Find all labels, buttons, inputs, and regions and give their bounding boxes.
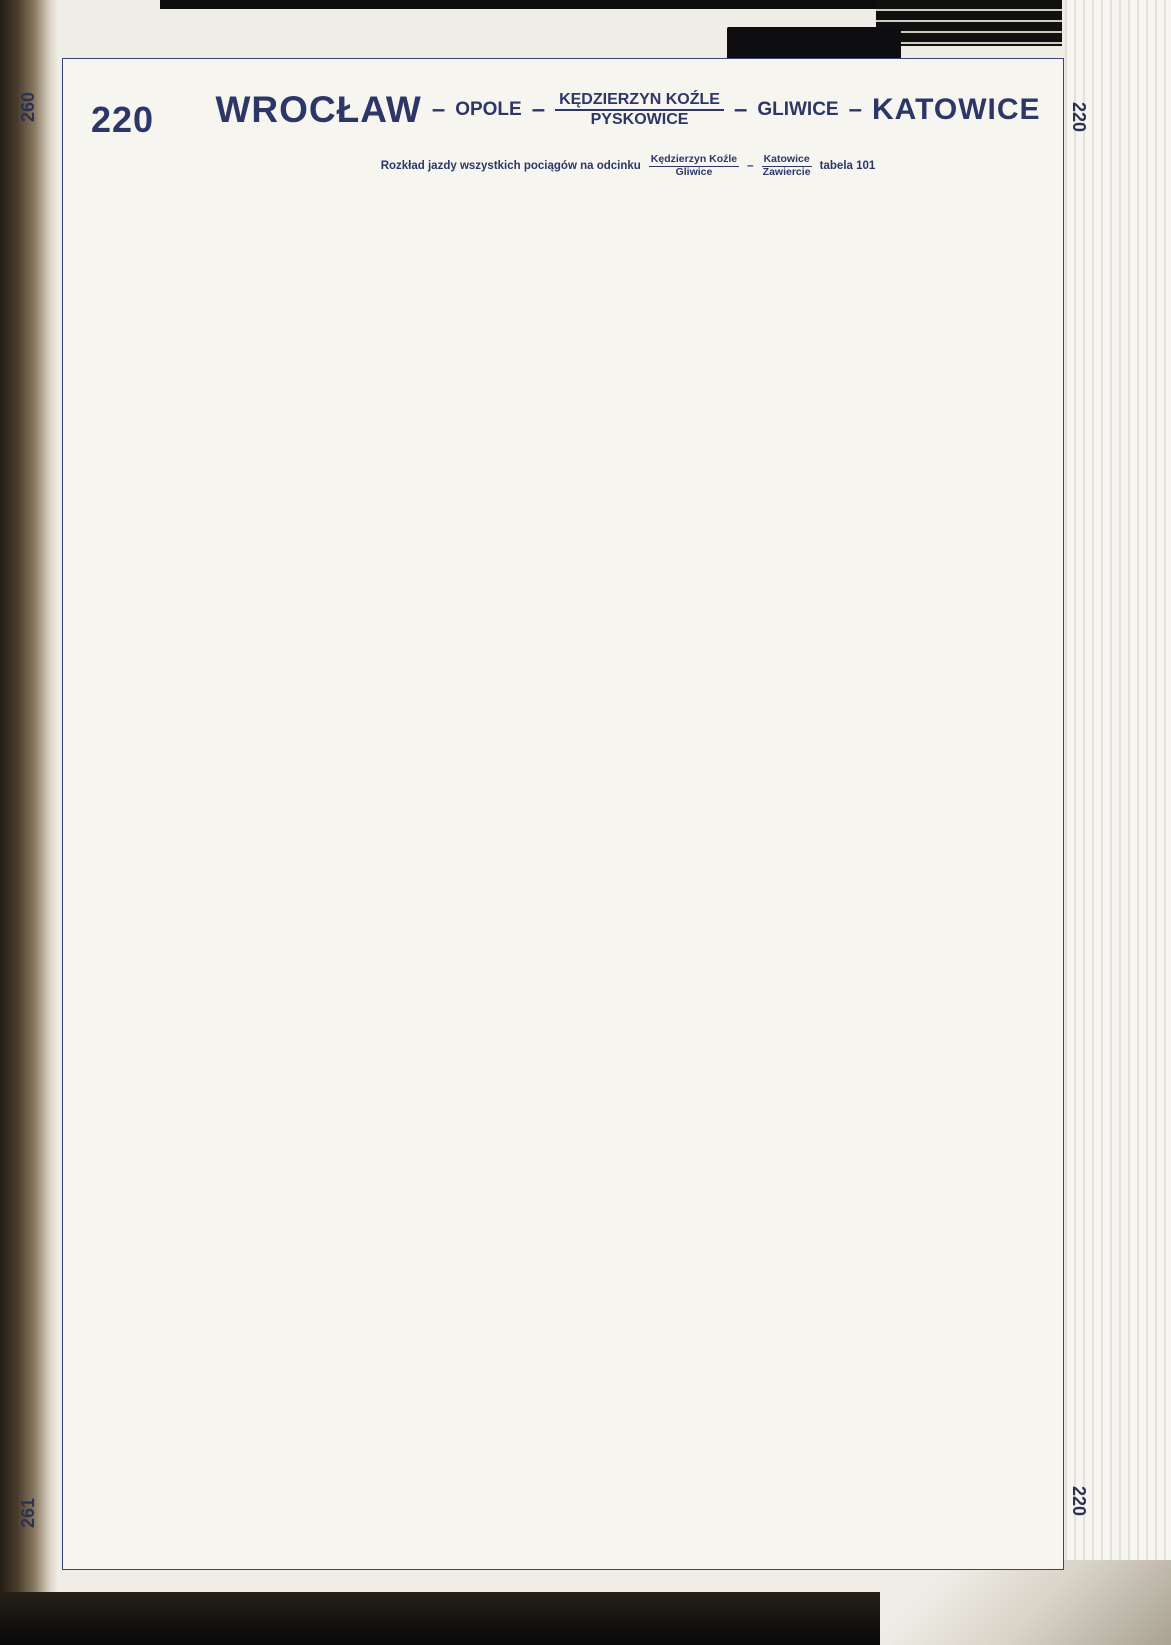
page-curl	[880, 1560, 1171, 1645]
title-katowice: KATOWICE	[871, 93, 1041, 126]
margin-page-number-bottom-right: 220	[1069, 1486, 1089, 1517]
timetable-page	[62, 58, 1064, 1570]
margin-page-number-top-left: 260	[18, 92, 38, 123]
title-opole: OPOLE	[455, 99, 522, 120]
title-gliwice: GLIWICE	[757, 99, 839, 120]
subtitle: Rozkład jazdy wszystkich pociągów na odcinku Kędzierzyn Koźle Gliwice – Katowice Zawiercie tabela 101	[380, 153, 876, 178]
route-title: WROCŁAW – OPOLE – $\frac{\text{KĘDZIERZYN KOŹLE}}{\text{PYSKOWICE}}$ – GLIWICE – KATOWICE	[215, 89, 1041, 130]
scan-top-strip	[160, 0, 900, 9]
title-kedzierzyn-pyskowice: $\frac{\text{KĘDZIERZYN KOŹLE}}{\text{PYSKOWICE}}$	[555, 91, 724, 130]
table-number: 220	[91, 99, 155, 140]
book-spine	[0, 0, 58, 1645]
margin-page-number-top-right: 220	[1069, 102, 1089, 133]
title-wroclaw: WROCŁAW	[215, 89, 422, 130]
scan-bottom-strip	[0, 1592, 880, 1645]
page-stack-corner	[876, 0, 1062, 46]
margin-page-number-bottom-left: 261	[18, 1498, 38, 1529]
page-stack-edge	[1065, 0, 1171, 1645]
